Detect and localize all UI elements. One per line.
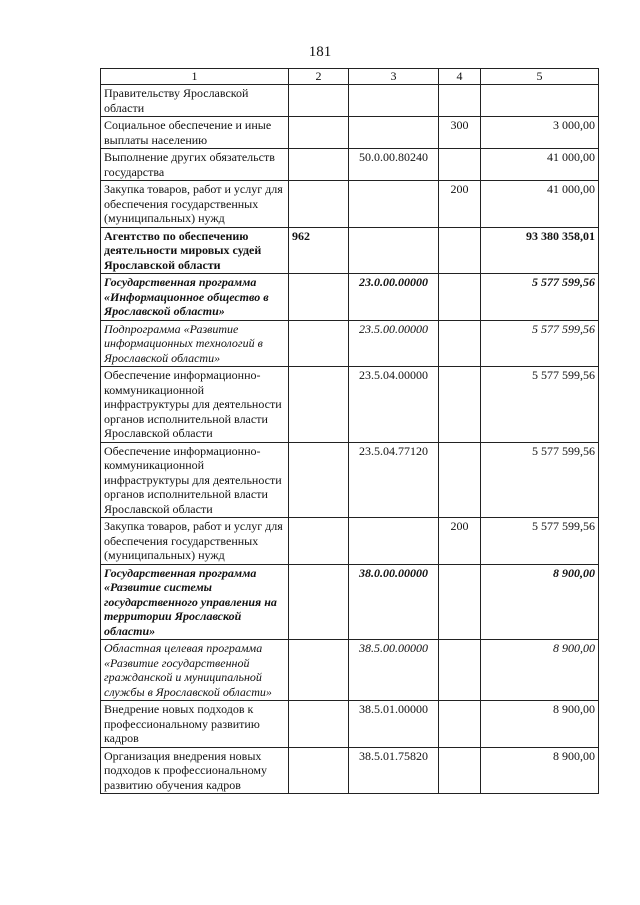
table-row <box>101 227 599 274</box>
row-name-cell: Организация внедрения новых подходов к профессиональному развитию обучения кадров <box>101 747 289 794</box>
amount-cell: 93 380 358,01 <box>481 227 599 274</box>
dept-code-cell: 962 <box>289 227 349 274</box>
amount-cell: 41 000,00 <box>481 181 599 228</box>
amount-cell: 8 900,00 <box>481 640 599 701</box>
table-row <box>101 274 599 321</box>
expense-type-cell <box>439 747 481 794</box>
expense-type-cell <box>439 149 481 181</box>
target-article-cell <box>349 518 439 565</box>
target-article-cell <box>349 117 439 149</box>
expense-type-cell <box>439 85 481 117</box>
column-header: 4 <box>439 69 481 85</box>
row-name-cell: Агентство по обеспечению деятельности мировых судей Ярославской области <box>101 227 289 274</box>
expense-type-cell: 200 <box>439 518 481 565</box>
row-name-cell: Закупка товаров, работ и услуг для обеспечения государственных (муниципальных) нужд <box>101 181 289 228</box>
target-article-cell: 23.0.00.00000 <box>349 274 439 321</box>
amount-cell: 8 900,00 <box>481 564 599 640</box>
table-row <box>101 442 599 518</box>
table-body <box>101 85 599 794</box>
row-name-cell: Обеспечение информационно-коммуникационной инфраструктуры для деятельности органов исполнительной власти Ярославской области <box>101 442 289 518</box>
row-name-cell: Выполнение других обязательств государства <box>101 149 289 181</box>
expense-type-cell <box>439 701 481 748</box>
amount-cell: 8 900,00 <box>481 747 599 794</box>
target-article-cell: 38.5.00.00000 <box>349 640 439 701</box>
row-name-cell: Государственная программа «Развитие системы государственного управления на территории Ярославской области» <box>101 564 289 640</box>
expense-type-cell: 200 <box>439 181 481 228</box>
table-header-row <box>101 69 599 85</box>
dept-code-cell <box>289 149 349 181</box>
budget-table <box>100 68 599 794</box>
column-header: 1 <box>101 69 289 85</box>
row-name-cell: Подпрограмма «Развитие информационных технологий в Ярославской области» <box>101 320 289 367</box>
row-name-cell: Внедрение новых подходов к профессиональному развитию кадров <box>101 701 289 748</box>
amount-cell: 41 000,00 <box>481 149 599 181</box>
dept-code-cell <box>289 274 349 321</box>
target-article-cell: 38.0.00.00000 <box>349 564 439 640</box>
table-row <box>101 640 599 701</box>
target-article-cell: 38.5.01.75820 <box>349 747 439 794</box>
amount-cell: 5 577 599,56 <box>481 274 599 321</box>
target-article-cell: 23.5.04.77120 <box>349 442 439 518</box>
dept-code-cell <box>289 564 349 640</box>
target-article-cell <box>349 181 439 228</box>
table-row <box>101 85 599 117</box>
expense-type-cell <box>439 640 481 701</box>
amount-cell: 3 000,00 <box>481 117 599 149</box>
table-row <box>101 747 599 794</box>
target-article-cell: 23.5.00.00000 <box>349 320 439 367</box>
expense-type-cell <box>439 274 481 321</box>
dept-code-cell <box>289 367 349 443</box>
amount-cell: 5 577 599,56 <box>481 367 599 443</box>
table-row <box>101 564 599 640</box>
row-name-cell: Социальное обеспечение и иные выплаты населению <box>101 117 289 149</box>
table-row <box>101 117 599 149</box>
target-article-cell: 23.5.04.00000 <box>349 367 439 443</box>
expense-type-cell <box>439 227 481 274</box>
dept-code-cell <box>289 181 349 228</box>
expense-type-cell <box>439 564 481 640</box>
dept-code-cell <box>289 747 349 794</box>
row-name-cell: Правительству Ярославской области <box>101 85 289 117</box>
row-name-cell: Областная целевая программа «Развитие государственной гражданской и муниципальной службы в Ярославской области» <box>101 640 289 701</box>
expense-type-cell <box>439 367 481 443</box>
target-article-cell: 50.0.00.80240 <box>349 149 439 181</box>
target-article-cell <box>349 85 439 117</box>
column-header: 3 <box>349 69 439 85</box>
dept-code-cell <box>289 85 349 117</box>
amount-cell: 5 577 599,56 <box>481 442 599 518</box>
table-row <box>101 518 599 565</box>
dept-code-cell <box>289 320 349 367</box>
table-row <box>101 701 599 748</box>
table-row <box>101 181 599 228</box>
row-name-cell: Государственная программа «Информационное общество в Ярославской области» <box>101 274 289 321</box>
expense-type-cell <box>439 320 481 367</box>
amount-cell <box>481 85 599 117</box>
target-article-cell: 38.5.01.00000 <box>349 701 439 748</box>
dept-code-cell <box>289 442 349 518</box>
column-header: 2 <box>289 69 349 85</box>
dept-code-cell <box>289 117 349 149</box>
target-article-cell <box>349 227 439 274</box>
table-row <box>101 149 599 181</box>
page-number: 181 <box>308 44 332 60</box>
dept-code-cell <box>289 640 349 701</box>
row-name-cell: Закупка товаров, работ и услуг для обеспечения государственных (муниципальных) нужд <box>101 518 289 565</box>
amount-cell: 5 577 599,56 <box>481 320 599 367</box>
expense-type-cell <box>439 442 481 518</box>
dept-code-cell <box>289 701 349 748</box>
table-row <box>101 320 599 367</box>
amount-cell: 8 900,00 <box>481 701 599 748</box>
column-header: 5 <box>481 69 599 85</box>
expense-type-cell: 300 <box>439 117 481 149</box>
row-name-cell: Обеспечение информационно-коммуникационной инфраструктуры для деятельности органов исполнительной власти Ярославской области <box>101 367 289 443</box>
dept-code-cell <box>289 518 349 565</box>
amount-cell: 5 577 599,56 <box>481 518 599 565</box>
table-row <box>101 367 599 443</box>
